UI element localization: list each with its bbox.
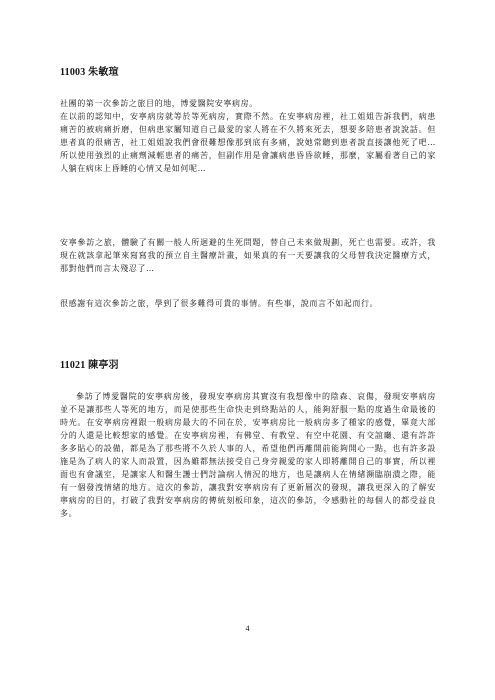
reflection-body-1c bbox=[60, 297, 436, 310]
author-heading: 11021 陳亭羽 bbox=[60, 360, 119, 371]
author-heading: 11003 朱敏瑄 bbox=[60, 67, 119, 78]
reflection-body-1b bbox=[60, 236, 436, 275]
reflection-section-2 bbox=[60, 359, 436, 373]
reflection-section-1 bbox=[60, 66, 436, 80]
paragraph: 安寧參訪之旅，體驗了有關一般人所迴避的生死問題，替自己未來做規劃，死亡也需要。或許，我現在就該拿起筆來寫寫我的預立自主醫療計畫，如果真的有一天要讓我的父母替我決定醫療方式，那對他們而言太殘忍了… bbox=[60, 238, 436, 273]
paragraph: 社團的第一次參訪之旅目的地，博愛醫院安寧病房。 bbox=[60, 99, 258, 108]
reflection-body-1 bbox=[60, 97, 436, 175]
paragraph: 很感謝有這次參訪之旅，學到了很多難得可貴的事情。有些事，說而言不如起而行。 bbox=[60, 299, 379, 308]
reflection-body-2 bbox=[60, 390, 436, 520]
page-number: 4 bbox=[245, 624, 250, 633]
paragraph: 參訪了博愛醫院的安寧病房後，發現安寧病房其實沒有我想像中的陰森、哀傷，發現安寧病房並不是讓那些人等死的地方，而是使那些生命快走到終點站的人，能夠舒服一點的度過生命最後的時光。在安寧病房裡跟一般病房最大的不同在於，安寧病房比一般病房多了種家的感覺，畢竟大部分的人還是比較想家的感覺。在安寧病房裡，有佛堂、有教堂、有空中花園、有交誼廳、還有許許多多貼心的設備，都是為了那些將不久於人事的人，希望他們再離開前能夠開心一點，也有許多設施是為了病人的家人而設置，因為雖都無法接受自己身旁親愛的家人即將離開自己的事實，所以裡面也有會議室，是讓家人和醫生護士們討論病人情況的地方，也是讓病人在情緒瀕臨崩潰之際，能有一個發洩情緒的地方。這次的參訪，讓我對安寧病房有了更新層次的發現，讓我更深入的了解安寧病房的目的，打破了我對安寧病房的傳統刻板印象，這次的參訪，令感動社的每個人的都受益良多。 bbox=[60, 392, 436, 518]
paragraph: 在以前的認知中，安寧病房就等於等死病房，實際不然。在安寧病房裡，社工姐姐告訴我們，病患痛苦的被病痛折磨，但病患家屬知道自己最愛的家人將在不久將來死去，想要多陪患者說說話。但患者真的很痛苦，社工姐姐說我們會很難想像那到底有多痛，說她常聽到患者說直接讓他死了吧…所以使用強烈的止痛劑減輕患者的痛苦，但副作用是會讓病患昏昏欲睡，那麼，家屬看著自己的家人躺在病床上昏睡的心情又是如何呢… bbox=[60, 112, 436, 173]
